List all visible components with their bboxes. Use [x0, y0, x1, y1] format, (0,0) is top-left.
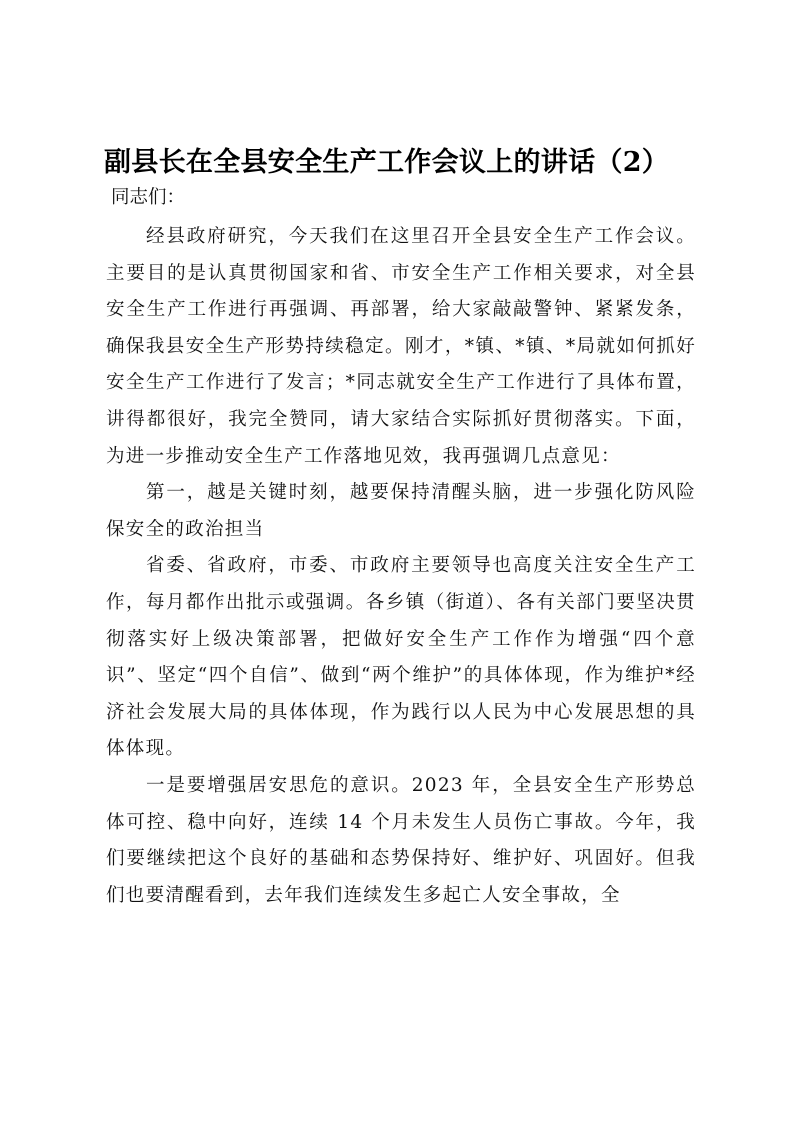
salutation: 同志们：: [111, 187, 186, 208]
paragraph-point-one: 一是要增强居安思危的意识。2023 年，全县安全生产形势总体可控、稳中向好，连续 14 个月未发生人员伤亡事故。今年，我们要继续把这个良好的基础和态势保持好、维护好、巩固好。但我们也要清醒看到，去年我们连续发生多起亡人安全事故，全: [106, 774, 696, 906]
paragraph-leadership-attention: 省委、省政府，市委、市政府主要领导也高度关注安全生产工作，每月都作出批示或强调。各乡镇（街道）、各有关部门要坚决贯彻落实好上级决策部署，把做好安全生产工作作为增强“四个意识”、坚定“四个自信”、做到“两个维护”的具体体现，作为维护*经济社会发展大局的具体体现，作为践行以人民为中心发展思想的具体体现。: [106, 555, 696, 760]
document-title: 副县长在全县安全生产工作会议上的讲话（2）: [104, 147, 670, 178]
document-body: [106, 219, 696, 914]
paragraph-section-heading-1: 第一，越是关键时刻，越要保持清醒头脑，进一步强化防风险保安全的政治担当: [106, 482, 696, 540]
paragraph-opening: 经县政府研究，今天我们在这里召开全县安全生产工作会议。主要目的是认真贯彻国家和省、市安全生产工作相关要求，对全县安全生产工作进行再强调、再部署，给大家敲敲警钟、紧紧发条，确保我县安全生产形势持续稳定。刚才，*镇、*镇、*局就如何抓好安全生产工作进行了发言；*同志就安全生产工作进行了具体布置，讲得都很好，我完全赞同，请大家结合实际抓好贯彻落实。下面，为进一步推动安全生产工作落地见效，我再强调几点意见：: [106, 226, 696, 467]
